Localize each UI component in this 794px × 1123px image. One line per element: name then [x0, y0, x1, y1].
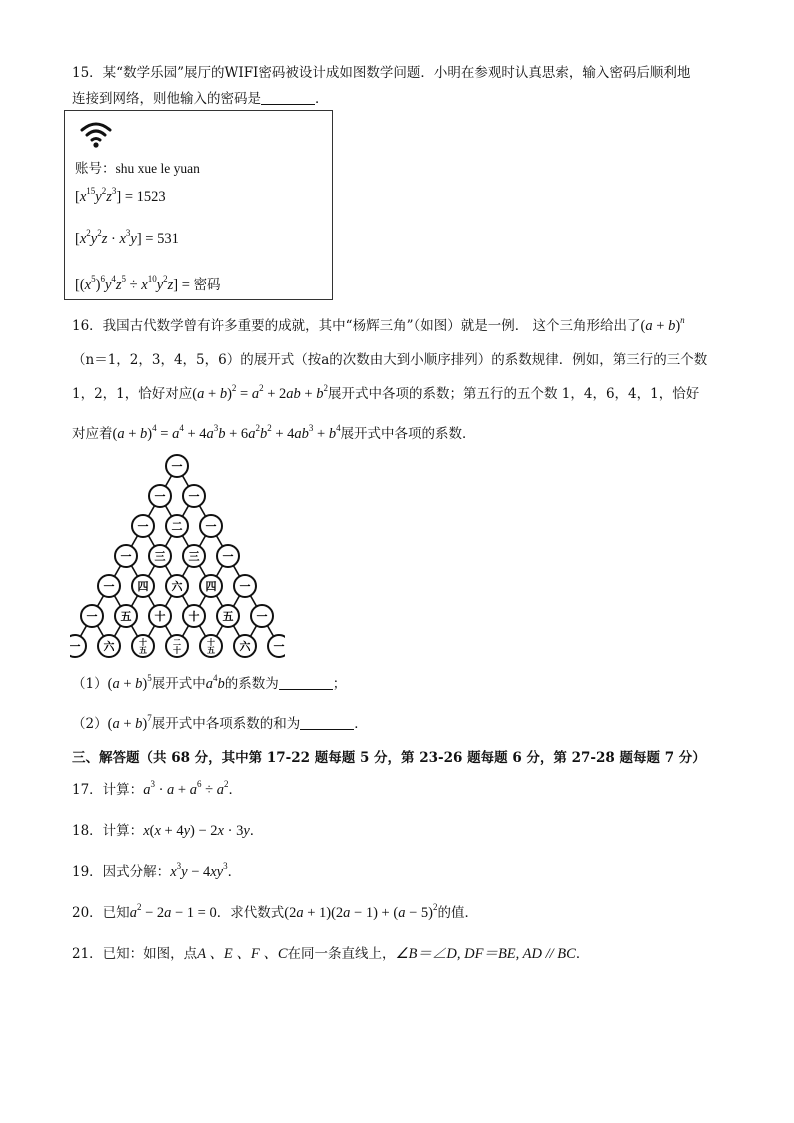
equation-1: $[x^{15}y^2z^3] = 1523$ [75, 186, 166, 205]
triangle-node-label: 一 [273, 640, 285, 653]
triangle-node-label: 五 [222, 610, 234, 623]
triangle-node [70, 635, 86, 657]
q17: 17．计算：$a^3 \cdot a + a^6 \div a^2$． [72, 779, 242, 798]
q19: 19．因式分解：$x^3y - 4xy^3$． [72, 861, 242, 880]
triangle-node-label: 一 [70, 640, 81, 653]
triangle-node [217, 545, 239, 567]
triangle-connectors [75, 466, 279, 646]
answer-blank [261, 92, 315, 105]
answer-blank [300, 717, 354, 730]
triangle-node [132, 515, 154, 537]
triangle-node [166, 455, 188, 477]
q16-sub1: $(1)(a + b)^5$展开式中$a^4b$的系数为 ； [72, 673, 347, 692]
triangle-node [183, 485, 205, 507]
triangle-node-label: 四 [137, 580, 149, 593]
q16-sub2: $(2)(a + b)^7$展开式中各项系数的和为 ． [72, 713, 368, 732]
triangle-node-label: 六 [239, 640, 251, 653]
triangle-node [149, 545, 171, 567]
triangle-node-label: 二十 [173, 638, 181, 655]
triangle-node-label: 一 [222, 550, 234, 563]
triangle-node [234, 575, 256, 597]
triangle-node [98, 575, 120, 597]
triangle-node-label: 十五 [207, 638, 215, 655]
q16-line3: 1，2，1，恰好对应$(a + b)^2 = a^2 + 2ab + b^2$展开式中各项的系数；第五行的五个数 1，4，6，4，1，恰好 [72, 383, 700, 402]
q18: 18．计算：x(x + 4y) − 2x · 3y． [72, 823, 264, 839]
triangle-node-label: 一 [205, 520, 217, 533]
triangle-node [149, 605, 171, 627]
triangle-node-label: 六 [171, 580, 183, 593]
section-heading: 三、解答题（共 68 分，其中第 17-22 题每题 5 分，第 23-26 题每题 6 分，第 27-28 题每题 7 分） [72, 750, 706, 766]
triangle-node-label: 一 [154, 490, 166, 503]
triangle-node [115, 605, 137, 627]
triangle-node [81, 605, 103, 627]
triangle-node [98, 635, 120, 657]
q16-line2: （n＝1，2，3，4，5，6）的展开式（按a的次数由大到小顺序排列）的系数规律．例如，第三行的三个数 [72, 352, 708, 368]
wifi-password-box [64, 110, 333, 300]
q20: 20．已知$a^2 - 2a - 1 = 0$．求代数式$(2a + 1)(2a - 1) + (a - 5)^2$的值． [72, 902, 478, 921]
triangle-node-label: 一 [137, 520, 149, 533]
q21: 21．已知：如图，点A 、E 、F 、C在同一条直线上，∠B＝∠D, DF＝BE, AD // BC． [72, 946, 590, 962]
triangle-node-label: 一 [188, 490, 200, 503]
equation-3: $[(x^5)^6y^4z^5 \div x^{10}y^2z]$ = 密码 [75, 274, 221, 293]
triangle-node-label: 十 [154, 610, 166, 623]
triangle-node [200, 515, 222, 537]
triangle-node-label: 二 [171, 520, 183, 533]
q16-line1: 16．我国古代数学曾有许多重要的成就，其中“杨辉三角”（如图）就是一例． 这个三角形给出了$(a + b)^n$ [72, 315, 685, 334]
triangle-node-label: 一 [256, 610, 268, 623]
triangle-node [217, 605, 239, 627]
triangle-node-label: 六 [103, 640, 115, 653]
triangle-node [166, 635, 188, 657]
triangle-node [234, 635, 256, 657]
yang-hui-triangle [70, 452, 285, 664]
q15-line1: 15．某“数学乐园”展厅的WIFI密码被设计成如图数学问题．小明在参观时认真思索，输入密码后顺利地 [72, 65, 691, 81]
q16-line4: 对应着$(a + b)^4 = a^4 + 4a^3b + 6a^2b^2 + 4ab^3 + b^4$展开式中各项的系数． [72, 423, 476, 442]
equation-2: $[x^2y^2z \cdot x^3y] = 531$ [75, 228, 179, 247]
triangle-node [149, 485, 171, 507]
triangle-node [166, 515, 188, 537]
answer-blank [279, 677, 333, 690]
wifi-icon [79, 119, 113, 149]
triangle-node [268, 635, 285, 657]
triangle-node [183, 605, 205, 627]
triangle-node-label: 一 [120, 550, 132, 563]
triangle-node-label: 一 [103, 580, 115, 593]
account-row: 账号：shu xue le yuan [75, 161, 200, 177]
triangle-node [200, 575, 222, 597]
triangle-node [132, 575, 154, 597]
triangle-node [200, 635, 222, 657]
triangle-node-label: 三 [188, 550, 200, 563]
triangle-node [115, 545, 137, 567]
triangle-node-label: 三 [154, 550, 166, 563]
triangle-node-label: 四 [205, 580, 217, 593]
triangle-node-label: 十 [188, 610, 200, 623]
q15-line2: 连接到网络，则他输入的密码是 ． [72, 91, 329, 107]
triangle-node-label: 五 [120, 610, 132, 623]
triangle-node [166, 575, 188, 597]
triangle-node-label: 十五 [139, 638, 147, 655]
triangle-node [132, 635, 154, 657]
triangle-node [251, 605, 273, 627]
triangle-node-label: 一 [86, 610, 98, 623]
triangle-node-label: 一 [239, 580, 251, 593]
triangle-node-label: 一 [171, 460, 183, 473]
triangle-node [183, 545, 205, 567]
